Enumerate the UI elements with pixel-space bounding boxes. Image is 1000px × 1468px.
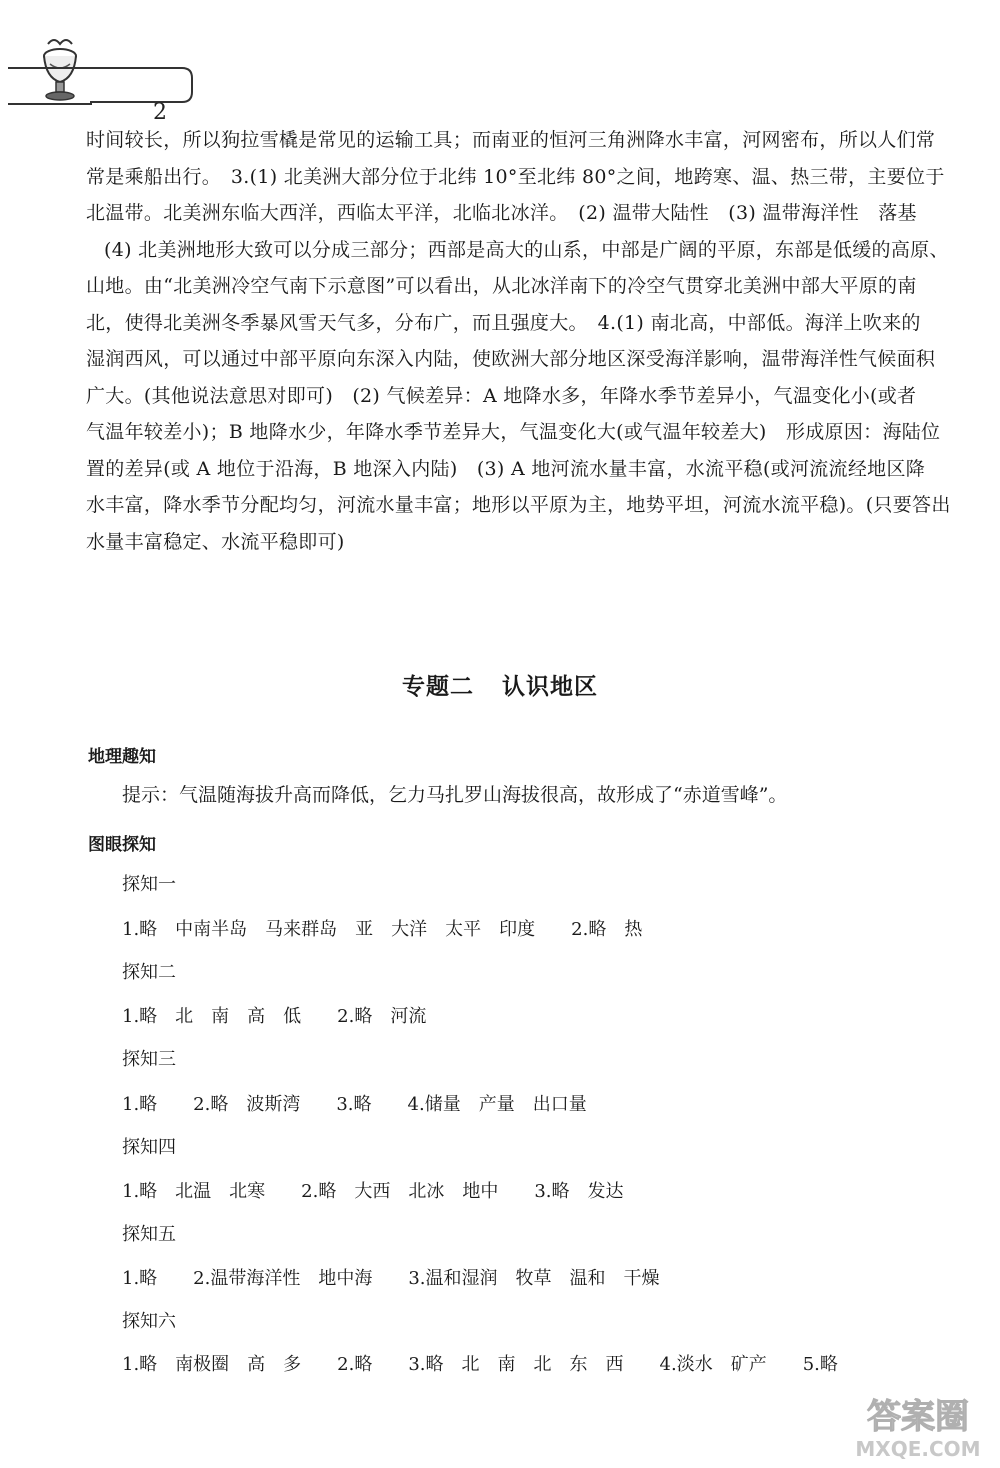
- text-line: 时间较长，所以狗拉雪橇是常见的运输工具；而南亚的恒河三角洲降水丰富，河网密布，所以人们常: [86, 129, 936, 151]
- page-number: 2: [153, 100, 167, 125]
- section-title: [0, 668, 1000, 701]
- text-line: (4) 北美洲地形大致可以分成三部分；西部是高大的山系，中部是广阔的平原，东部是低缓的高原、: [104, 238, 949, 261]
- explore-label: 探知一: [122, 874, 176, 895]
- text-line: 置的差异(或 A 地位于沿海，B 地深入内陆) (3) A 地河流水量丰富，水流平稳(或河流流经地区降: [86, 457, 926, 480]
- explore-label: 探知五: [122, 1224, 176, 1245]
- text-line: 北，使得北美洲冬季暴风雪天气多，分布广，而且强度大。 4.(1) 南北高，中部低。海洋上吹来的: [86, 311, 921, 334]
- explore-label: 探知三: [122, 1049, 176, 1070]
- answer-paragraph: [86, 122, 951, 560]
- explore-answer: 1.略 南极圈 高 多 2.略 3.略 北 南 北 东 西 4.淡水 矿产 5.略: [122, 1354, 838, 1375]
- text-line: 广大。(其他说法意思对即可) (2) 气候差异：A 地降水多，年降水季节差异小，气温变化小(或者: [86, 384, 917, 407]
- page-header: [0, 34, 210, 125]
- text-line: 北温带。北美洲东临大西洋，西临太平洋，北临北冰洋。 (2) 温带大陆性 (3) 温带海洋性 落基: [86, 202, 917, 224]
- section-title-number: 专题二: [402, 674, 474, 700]
- text-line: 水量丰富稳定、水流平稳即可): [86, 530, 345, 553]
- explore-label: 探知二: [122, 962, 176, 983]
- heading-geo-fun: 地理趣知: [88, 747, 156, 767]
- watermark-top: 答案圈: [867, 1397, 969, 1437]
- header-ornament: [0, 34, 210, 114]
- explore-answer: 1.略 北温 北寒 2.略 大西 北冰 地中 3.略 发达: [122, 1181, 624, 1202]
- hint-text: 提示：气温随海拔升高而降低，乞力马扎罗山海拔很高，故形成了“赤道雪峰”。: [122, 784, 788, 806]
- text-line: 气温年较差小)；B 地降水少，年降水季节差异大，气温变化大(或气温年较差大) 形成原因：海陆位: [86, 421, 941, 443]
- watermark-bottom: MXQE.COM: [855, 1437, 981, 1461]
- text-line: 山地。由“北美洲冷空气南下示意图”可以看出，从北冰洋南下的冷空气贯穿北美洲中部大平原的南: [86, 275, 917, 297]
- explore-answer: 1.略 2.温带海洋性 地中海 3.温和湿润 牧草 温和 干燥: [122, 1268, 660, 1289]
- explore-label: 探知六: [122, 1311, 176, 1332]
- vase-icon: [44, 40, 76, 100]
- explore-answer: 1.略 北 南 高 低 2.略 河流: [122, 1006, 427, 1027]
- section-title-text: 认识地区: [502, 674, 598, 700]
- watermark-logo: [818, 1392, 1000, 1464]
- text-line: 水丰富，降水季节分配均匀，河流水量丰富；地形以平原为主，地势平坦，河流水流平稳)。(只要答出: [86, 494, 951, 516]
- heading-map-explore: 图眼探知: [88, 835, 156, 855]
- text-line: 湿润西风，可以通过中部平原向东深入内陆，使欧洲大部分地区深受海洋影响，温带海洋性气候面积: [86, 348, 936, 370]
- text-line: 常是乘船出行。 3.(1) 北美洲大部分位于北纬 10°至北纬 80°之间，地跨寒、温、热三带，主要位于: [86, 165, 945, 188]
- explore-label: 探知四: [122, 1137, 176, 1158]
- explore-answer: 1.略 2.略 波斯湾 3.略 4.储量 产量 出口量: [122, 1094, 587, 1115]
- explore-answer: 1.略 中南半岛 马来群岛 亚 大洋 太平 印度 2.略 热: [122, 919, 643, 940]
